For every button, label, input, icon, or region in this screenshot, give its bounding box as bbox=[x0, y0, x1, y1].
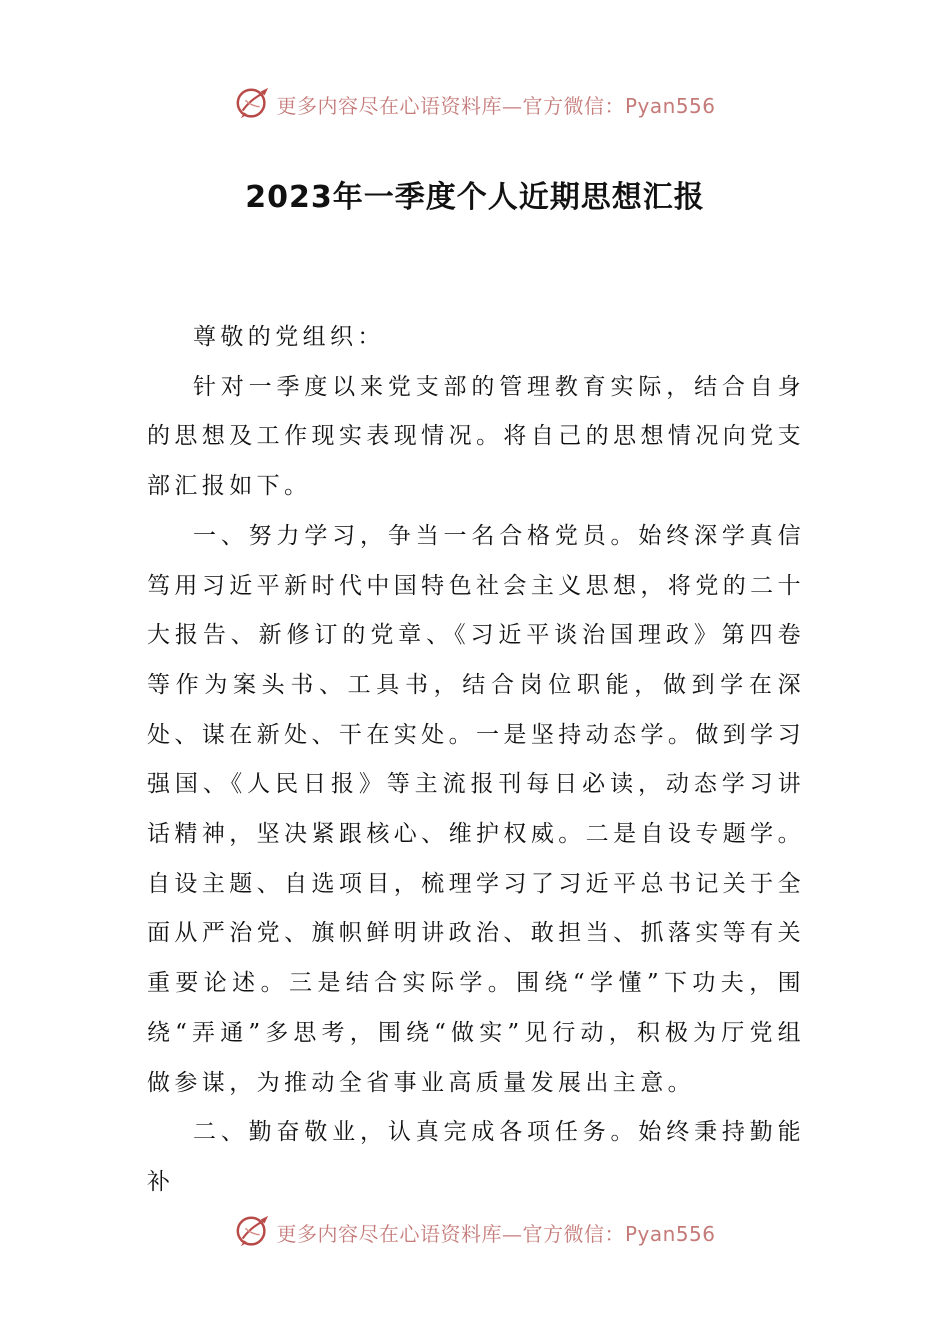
watermark-wechat-id: Pyan556 bbox=[624, 1221, 716, 1246]
watermark-text: 更多内容尽在心语资料库—官方微信： bbox=[276, 1221, 625, 1246]
document-body bbox=[147, 313, 805, 1208]
pen-swirl-logo-icon bbox=[234, 85, 272, 123]
watermark-wechat-id: Pyan556 bbox=[624, 93, 716, 118]
pen-swirl-logo-icon bbox=[234, 1213, 272, 1251]
paragraph: 针对一季度以来党支部的管理教育实际，结合自身的思想及工作现实表现情况。将自己的思想情况向党支部汇报如下。 bbox=[147, 373, 805, 500]
salutation: 尊敬的党组织： bbox=[193, 324, 385, 350]
paragraph: 一、努力学习，争当一名合格党员。始终深学真信笃用习近平新时代中国特色社会主义思想，将党的二十大报告、新修订的党章、《习近平谈治国理政》第四卷等作为案头书、工具书，结合岗位职能，做到学在深处、谋在新处、干在实处。一是坚持动态学。做到学习强国、《人民日报》等主流报刊每日必读，动态学习讲话精神，坚决紧跟核心、维护权威。二是自设专题学。自设主题、自选项目，梳理学习了习近平总书记关于全面从严治党、旗帜鲜明讲政治、敢担当、抓落实等有关重要论述。三是结合实际学。围绕“学懂”下功夫，围绕“弄通”多思考，围绕“做实”见行动，积极为厅党组做参谋，为推动全省事业高质量发展出主意。 bbox=[147, 522, 805, 1096]
watermark-text: 更多内容尽在心语资料库—官方微信： bbox=[276, 93, 625, 118]
document-title: 2023年一季度个人近期思想汇报 bbox=[245, 180, 705, 215]
footer-watermark bbox=[0, 1212, 950, 1252]
paragraph: 二、勤奋敬业，认真完成各项任务。始终秉持勤能补 bbox=[147, 1119, 805, 1195]
header-watermark bbox=[0, 84, 950, 124]
